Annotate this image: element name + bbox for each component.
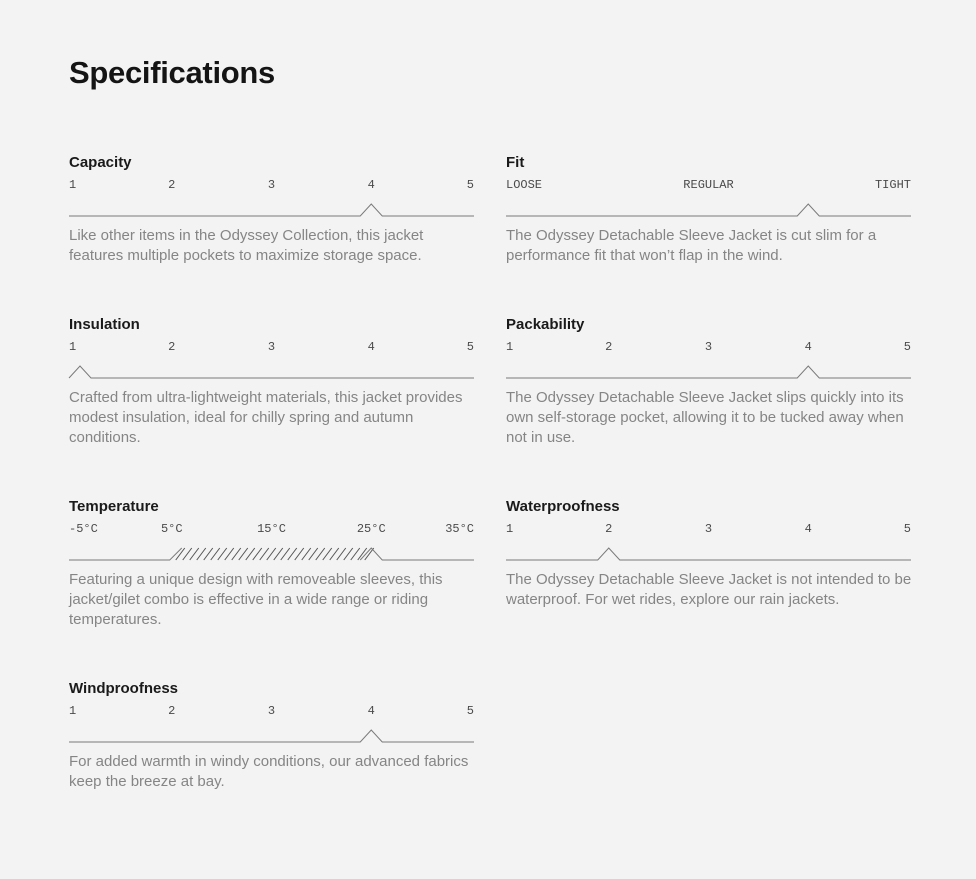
spec-packability: [506, 316, 911, 448]
scale-track: [69, 729, 474, 745]
scale-track: [506, 365, 911, 381]
scale-tick-label: 3: [267, 340, 276, 354]
spec-description: Like other items in the Odyssey Collection, this jacket features multiple pockets to maximize storage space.: [69, 227, 424, 264]
range-hatch: [246, 548, 255, 560]
scale-tick-label: 5: [466, 704, 474, 718]
spec-name: Waterproofness: [506, 498, 620, 515]
spec-waterproofness: [506, 498, 911, 610]
rating-scale: [506, 178, 911, 218]
spec-description: For added warmth in windy conditions, our advanced fabrics keep the breeze at bay.: [69, 753, 469, 790]
spec-name: Insulation: [69, 316, 140, 333]
spec-fit: [506, 154, 911, 266]
rating-scale: [69, 704, 474, 744]
scale-tick-label: 2: [168, 704, 176, 718]
scale-tick-label: -5°C: [69, 522, 98, 536]
scale-tick-label: 1: [506, 522, 514, 536]
range-hatch: [302, 548, 311, 560]
range-scale: [69, 522, 474, 562]
scale-tick-label: 1: [506, 340, 514, 354]
scale-tick-label: 4: [367, 704, 375, 718]
spec-description: Featuring a unique design with removeable sleeves, this jacket/gilet combo is effective in a wide range or riding temperatures.: [69, 571, 443, 628]
range-hatch: [204, 548, 213, 560]
scale-tick-label: 1: [69, 178, 77, 192]
rating-marker-line: [506, 548, 911, 560]
scale-tick-label: 35°C: [445, 522, 474, 536]
scale-track: [69, 365, 474, 381]
range-hatch: [330, 548, 339, 560]
spec-description: The Odyssey Detachable Sleeve Jacket slips quickly into its own self-storage pocket, allowing it to be tucked away when not in use.: [506, 389, 904, 446]
scale-track: [69, 203, 474, 219]
scale-tick-label: 5: [903, 340, 911, 354]
scale-tick-label: 25°C: [356, 522, 386, 536]
scale-tick-label: 1: [69, 340, 77, 354]
spec-capacity: [69, 154, 474, 266]
range-start-edge: [69, 548, 182, 560]
scale-tick-label: 5°C: [160, 522, 183, 536]
spec-description: Crafted from ultra-lightweight materials, this jacket provides modest insulation, ideal for chilly spring and autumn conditions.: [69, 389, 463, 446]
range-hatch: [260, 548, 269, 560]
scale-tick-label: 3: [267, 178, 276, 192]
range-hatch: [281, 548, 290, 560]
range-hatch: [211, 548, 220, 560]
scale-track: [69, 547, 474, 563]
spec-name: Windproofness: [69, 680, 179, 697]
range-hatch: [190, 548, 199, 560]
spec-temperature: [69, 498, 474, 630]
spec-description: The Odyssey Detachable Sleeve Jacket is not intended to be waterproof. For wet rides, explore our rain jackets.: [506, 571, 912, 608]
rating-scale: [506, 340, 911, 380]
rating-marker-line: [69, 204, 474, 216]
scale-tick-label: 3: [267, 704, 276, 718]
rating-marker-line: [69, 730, 474, 742]
spec-windproofness: [69, 680, 474, 792]
spec-description: The Odyssey Detachable Sleeve Jacket is cut slim for a performance fit that won’t flap in the wind.: [506, 227, 877, 264]
scale-tick-label: 1: [69, 704, 77, 718]
range-hatch: [253, 548, 262, 560]
spec-name: Capacity: [69, 154, 132, 171]
scale-tick-label: 2: [168, 340, 176, 354]
range-hatch: [351, 548, 360, 560]
scale-tick-label: 2: [605, 522, 613, 536]
scale-tick-label: 4: [367, 178, 375, 192]
scale-tick-label: 15°C: [257, 522, 286, 536]
range-hatch: [183, 548, 192, 560]
page-title: Specifications: [69, 55, 275, 90]
range-hatch: [288, 548, 297, 560]
scale-tick-label: 3: [704, 522, 713, 536]
spec-name: Packability: [506, 316, 585, 333]
spec-name: Fit: [506, 154, 525, 171]
range-hatch: [274, 548, 283, 560]
scale-tick-label: 2: [168, 178, 176, 192]
range-hatch: [295, 548, 304, 560]
range-hatch: [309, 548, 318, 560]
scale-tick-label: TIGHT: [874, 178, 911, 192]
scale-track: [506, 547, 911, 563]
scale-tick-label: 4: [804, 522, 812, 536]
rating-marker-line: [506, 366, 911, 378]
scale-tick-label: 3: [704, 340, 713, 354]
range-hatch: [239, 548, 248, 560]
rating-scale: [69, 178, 474, 218]
range-end-edge: [360, 548, 474, 560]
range-hatch: [323, 548, 332, 560]
spec-name: Temperature: [69, 498, 159, 515]
scale-tick-label: 4: [367, 340, 375, 354]
scale-track: [506, 203, 911, 219]
scale-tick-label: 4: [804, 340, 812, 354]
range-hatch: [316, 548, 325, 560]
range-hatch: [218, 548, 227, 560]
range-hatch: [197, 548, 206, 560]
scale-tick-label: 5: [466, 340, 474, 354]
rating-scale: [69, 340, 474, 380]
range-hatch: [267, 548, 276, 560]
scale-tick-label: 2: [605, 340, 613, 354]
scale-tick-label: REGULAR: [683, 178, 734, 192]
rating-marker-line: [506, 204, 911, 216]
rating-scale: [506, 522, 911, 562]
spec-insulation: [69, 316, 474, 448]
scale-tick-label: 5: [903, 522, 911, 536]
rating-marker-line: [69, 366, 474, 378]
scale-tick-label: LOOSE: [506, 178, 543, 192]
scale-tick-label: 5: [466, 178, 474, 192]
range-hatch: [337, 548, 346, 560]
range-hatch: [225, 548, 234, 560]
range-hatch: [344, 548, 353, 560]
range-hatch: [232, 548, 241, 560]
